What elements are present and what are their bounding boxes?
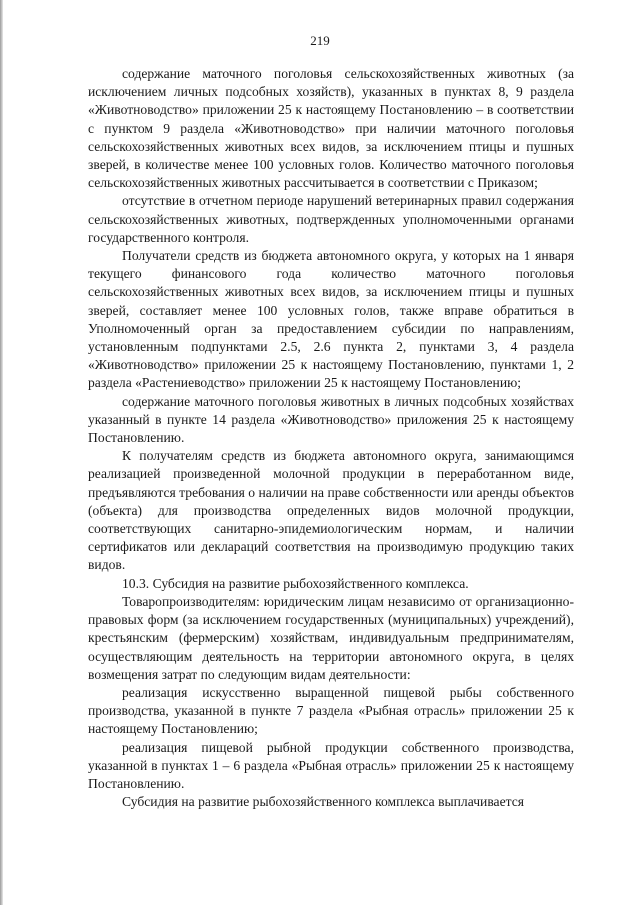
page-number: 219: [310, 33, 330, 48]
paragraph-7: Товаропроизводителям: юридическим лицам независимо от организационно-правовых форм (за исключением государственных (муниципальных) учреждений), крестьянским (фермерским) хозяйствам, индивидуальным предпринимателям, осуществляющим деятельность на территории автономного округа, в целях возмещения затрат по следующим видам деятельности:: [88, 593, 574, 682]
paragraph-2: отсутствие в отчетном периоде нарушений ветеринарных правил содержания сельскохозяйственных животных, подтвержденных уполномоченными органами государственного контроля.: [88, 193, 574, 245]
paragraph-3: Получатели средств из бюджета автономного округа, у которых на 1 января текущего финансового года количество маточного поголовья сельскохозяйственных животных всех видов, за исключением птицы и пушных зверей, составляет менее 100 условных голов, также вправе обратиться в Уполномоченный орган за предоставлением субсидии по направлениям, установленным подпунктами 2.5, 2.6 пункта 2, пунктами 3, 4 раздела «Животноводство» приложении 25 к настоящему Постановлению, пунктами 1, 2 раздела «Растениеводство» приложении 25 к настоящему Постановлению;: [88, 248, 574, 391]
paragraph-5: К получателям средств из бюджета автономного округа, занимающимся реализацией произведенной молочной продукции в переработанном виде, предъявляются требования о наличии на праве собственности или аренды объектов (объекта) для производства определенных видов молочной продукции, соответствующих санитарно-эпидемиологическим нормам, и наличии сертификатов или деклараций соответствия на производимую продукцию таких видов.: [88, 448, 574, 573]
paragraph-10: Субсидия на развитие рыбохозяйственного комплекса выплачивается: [122, 794, 525, 810]
scan-edge-shadow: [0, 0, 3, 905]
document-body: [88, 65, 574, 811]
paragraph-1: содержание маточного поголовья сельскохозяйственных животных (за исключением личных подсобных хозяйств), указанных в пунктах 8, 9 раздела «Животноводство» приложении 25 к настоящему Постановлению – в соответствии с пунктом 9 раздела «Животноводство» при наличии маточного поголовья сельскохозяйственных животных всех видов, за исключением птицы и пушных зверей, в количестве менее 100 условных голов. Количество маточного поголовья сельскохозяйственных животных рассчитывается в соответствии с Приказом;: [88, 66, 574, 191]
section-heading-10-3: 10.3. Субсидия на развитие рыбохозяйственного комплекса.: [122, 575, 469, 591]
paragraph-8: реализация искусственно выращенной пищевой рыбы собственного производства, указанной в пункте 7 раздела «Рыбная отрасль» приложении 25 к настоящему Постановлению;: [88, 684, 574, 737]
paragraph-9: реализация пищевой рыбной продукции собственного производства, указанной в пунктах 1 – 6 раздела «Рыбная отрасль» приложении 25 к настоящему Постановлению.: [88, 739, 574, 791]
paragraph-4: содержание маточного поголовья животных в личных подсобных хозяйствах указанный в пункте 14 раздела «Животноводство» приложения 25 к настоящему Постановлению.: [88, 393, 574, 446]
